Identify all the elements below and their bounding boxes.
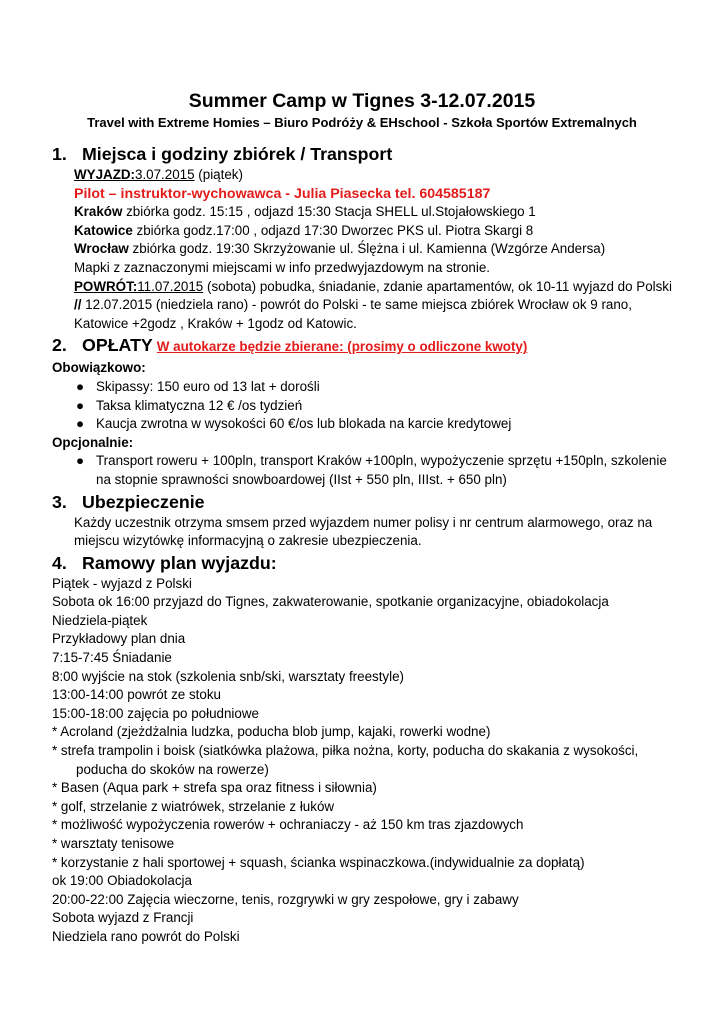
bullet-icon: ● [76,453,85,469]
plan-line: Niedziela rano powrót do Polski [52,928,240,944]
section-1-body [74,166,702,333]
section-3-number: 3. [52,491,67,512]
departure-line [74,166,702,185]
pickup-katowice-details: zbiórka godz.17:00 , odjazd 17:30 Dworzec PKS ul. Piotra Skargi 8 [132,222,534,238]
list-item: ● Transport roweru + 100pln, transport Kraków +100pln, wypożyczenie sprzętu +150pln, szkolenie na stopnie sprawności snowboardowej (IIst + 550 pln, IIIst. + 650 pln) [76,453,667,487]
page-title: Summer Camp w Tignes 3-12.07.2015 [188,90,536,112]
pickup-wroclaw [74,240,702,259]
pickup-krakow-details: zbiórka godz. 15:15 , odjazd 15:30 Stacja SHELL ul.Stojałowskiego 1 [122,204,536,220]
plan-line: * golf, strzelanie z wiatrówek, strzelanie z łuków [52,798,335,814]
pickup-krakow [74,203,702,222]
maps-note: Mapki z zaznaczonymi miejscami w info przedwyjazdowym na stronie. [74,259,490,275]
return-alt-details: 12.07.2015 (niedziela rano) - powrót do Polski - te same miejsca zbiórek Wrocław ok 9 rano, [81,297,632,313]
section-4-number: 4. [52,552,67,573]
plan-line: * warsztaty tenisowe [52,836,175,851]
plan-line: Sobota wyjazd z Francji [52,910,194,926]
section-2-number: 2. [52,335,67,356]
section-3-title: Ubezpieczenie [82,491,205,512]
return-alt-line [74,296,702,315]
plan-line: * możliwość wypożyczenia rowerów + ochraniaczy - aż 150 km tras zjazdowych [52,817,524,833]
plan-line: Niedziela-piątek [52,612,148,628]
return-line [74,278,702,297]
plan-line: poducha do skoków na rowerze) [76,761,269,777]
section-2-heading [52,333,702,359]
return-label: POWRÓT: [74,278,138,294]
plan-line: * korzystanie z hali sportowej + squash, ścianka wspinaczkowa.(indywidualnie za dopłatą) [52,854,585,870]
list-item: ● Kaucja zwrotna w wysokości 60 €/os lub blokada na karcie kredytowej [52,415,702,434]
plan-line: * Acroland (zjeżdżalnia ludzka, poducha blob jump, kajaki, rowerki wodne) [52,724,491,740]
plan-line: Piątek - wyjazd z Polski [52,575,192,591]
plan-line: 15:00-18:00 zajęcia po południowe [52,705,259,721]
optional-list [52,452,702,489]
pilot-contact: Pilot – instruktor-wychowawca - Julia Piasecka tel. 604585187 [74,185,491,202]
bullet-icon: ● [76,416,85,432]
pickup-katowice-city: Katowice [74,222,133,238]
plan-line: Przykładowy plan dnia [52,631,186,647]
optional-label: Opcjonalnie: [52,434,134,450]
return-alt-line-2: Katowice +2godz , Kraków + 1godz od Katowic. [74,315,357,331]
departure-label: WYJAZD: [74,167,135,182]
section-1-title: Miejsca i godziny zbiórek / Transport [82,144,393,164]
plan-line: Sobota ok 16:00 przyjazd do Tignes, zakwaterowanie, spotkanie organizacyjne, obiadokolacja [52,594,609,610]
mandatory-label: Obowiązkowo: [52,360,146,376]
plan-line: * Basen (Aqua park + strefa spa oraz fitness i siłownia) [52,780,377,796]
return-alt-prefix: // [74,297,82,313]
pickup-krakow-city: Kraków [74,204,123,220]
plan-line: 20:00-22:00 Zajęcia wieczorne, tenis, rozgrywki w gry zespołowe, gry i zabawy [52,891,519,907]
return-date: 11.07.2015 [137,278,204,294]
section-1-number: 1. [52,144,67,164]
plan-line: 7:15-7:45 Śniadanie [52,650,172,666]
pickup-wroclaw-city: Wrocław [74,241,129,257]
page-subtitle: Travel with Extreme Homies – Biuro Podróży & EHschool - Szkoła Sportów Extremalnych [87,115,637,130]
plan-line: * strefa trampolin i boisk (siatkówka plażowa, piłka nożna, korty, poducha do skakania z wysokości, [52,743,639,759]
bullet-icon: ● [76,397,85,413]
pickup-wroclaw-details: zbiórka godz. 19:30 Skrzyżowanie ul. Ślężna i ul. Kamienna (Wzgórze Andersa) [128,241,606,257]
section-4-title: Ramowy plan wyjazdu: [82,552,277,573]
payment-note: W autokarze będzie zbierane: (prosimy o odliczone kwoty) [156,339,528,355]
section-1-heading [52,142,702,166]
plan-list [52,575,702,947]
document-body [52,142,702,947]
insurance-line-1: Każdy uczestnik otrzyma smsem przed wyjazdem numer polisy i nr centrum alarmowego, oraz na [74,514,653,530]
insurance-line-2: miejscu wizytówkę informacyjną o zakresie ubezpieczenia. [74,533,422,549]
plan-line: 8:00 wyjście na stok (szkolenia snb/ski, warsztaty freestyle) [52,668,405,684]
return-details: (sobota) pobudka, śniadanie, zdanie apartamentów, ok 10-11 wyjazd do Polski [203,278,672,294]
list-item: ● Skipassy: 150 euro od 13 lat + dorośli [52,378,702,397]
section-3-body [74,514,702,551]
section-3-heading [52,490,702,514]
list-item: ● Taksa klimatyczna 12 € /os tydzień [52,397,702,416]
plan-line: ok 19:00 Obiadokolacja [52,873,192,889]
departure-day: (piątek) [194,167,243,182]
plan-line: 13:00-14:00 powrót ze stoku [52,687,221,703]
mandatory-list [52,378,702,434]
bullet-icon: ● [76,378,85,394]
departure-date: 3.07.2015 [135,167,195,182]
pickup-katowice [74,222,702,241]
section-2-title: OPŁATY [82,335,153,356]
section-4-heading [52,551,702,575]
